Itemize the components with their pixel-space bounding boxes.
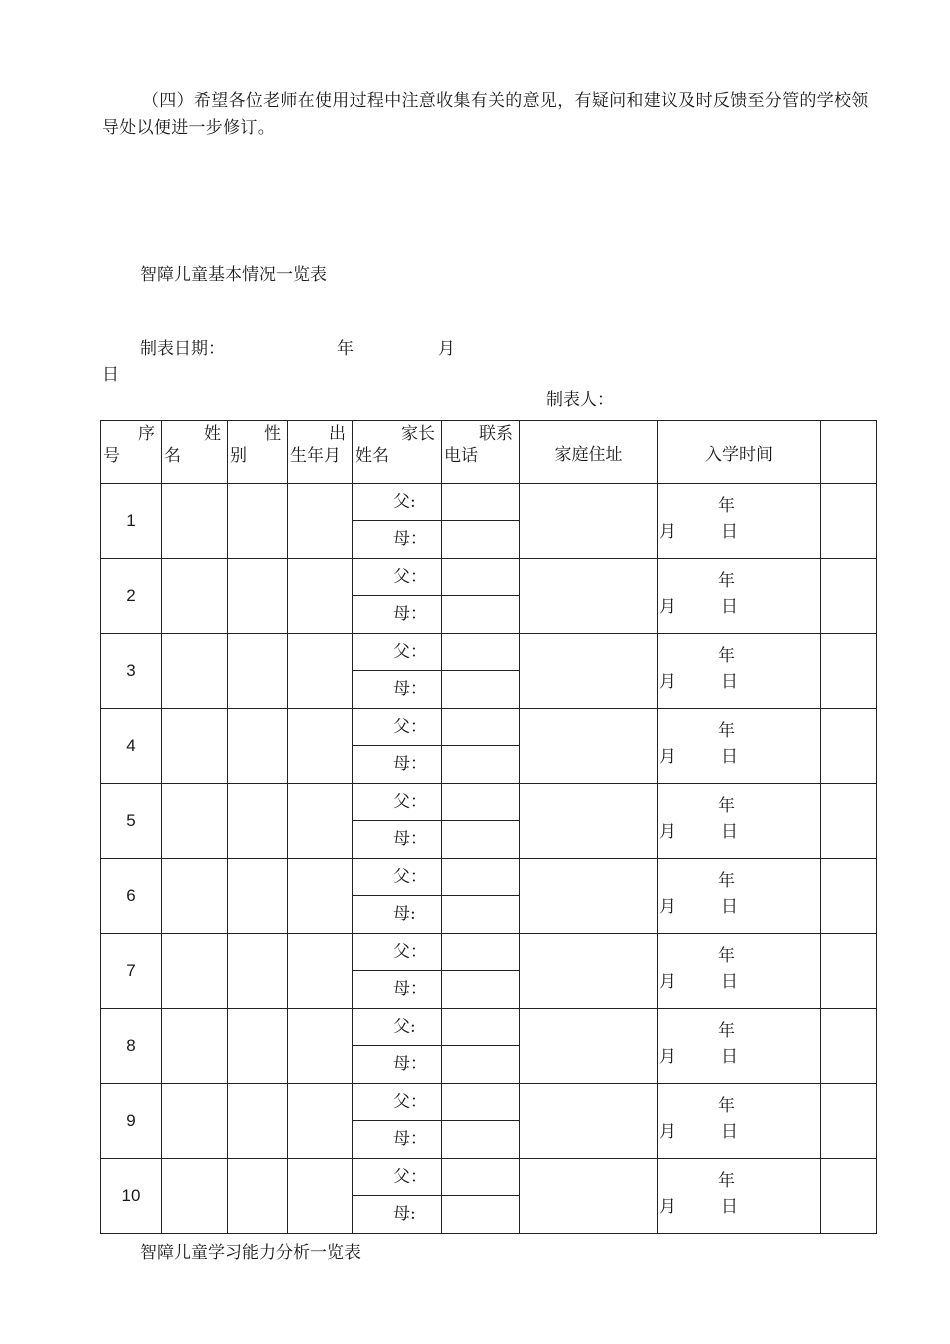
intro-paragraph: （四）希望各位老师在使用过程中注意收集有关的意见，有疑问和建议及时反馈至分管的学校领导处以便进一步修订。 xyxy=(102,91,869,138)
mother-phone-cell xyxy=(442,1121,520,1159)
table-row xyxy=(101,934,877,971)
father-name-cell xyxy=(353,484,442,521)
father-phone-cell xyxy=(442,859,520,896)
mother-label: 母： xyxy=(393,529,427,549)
row-number: 8 xyxy=(126,1036,136,1055)
header-row xyxy=(101,421,877,484)
enroll-day-unit: 日 xyxy=(721,747,738,767)
student-name-cell xyxy=(162,859,228,934)
address-cell xyxy=(520,634,658,709)
father-name-cell xyxy=(353,559,442,596)
extra-cell xyxy=(821,1009,877,1084)
mother-phone-cell xyxy=(442,971,520,1009)
table1-title: 智障儿童基本情况一览表 xyxy=(140,265,327,285)
mother-label: 母: xyxy=(393,1204,416,1224)
enroll-year-unit: 年 xyxy=(718,1021,735,1041)
address-cell xyxy=(520,859,658,934)
enroll-year-unit: 年 xyxy=(718,946,735,966)
father-phone-cell xyxy=(442,934,520,971)
header-name: 姓 名 xyxy=(162,421,228,484)
basic-info-table xyxy=(100,420,877,1234)
row-number: 10 xyxy=(121,1186,141,1205)
mother-name-cell xyxy=(353,896,442,934)
mother-label: 母： xyxy=(393,1129,427,1149)
birth-cell xyxy=(288,1159,353,1234)
row-number-cell xyxy=(101,934,162,1009)
father-name-cell xyxy=(353,784,442,821)
father-phone-cell xyxy=(442,634,520,671)
enroll-month-unit: 月 xyxy=(659,1197,676,1217)
mother-label: 母： xyxy=(393,829,427,849)
mother-name-cell xyxy=(353,971,442,1009)
student-name-cell xyxy=(162,784,228,859)
father-label: 父： xyxy=(393,567,427,587)
mother-label: 母： xyxy=(393,754,427,774)
enroll-month-unit: 月 xyxy=(659,972,676,992)
table-row xyxy=(101,709,877,746)
extra-cell xyxy=(821,709,877,784)
row-number-cell xyxy=(101,1159,162,1234)
row-number-cell xyxy=(101,784,162,859)
enroll-day-unit: 日 xyxy=(721,1197,738,1217)
enroll-month-unit: 月 xyxy=(659,1122,676,1142)
mother-name-cell xyxy=(353,821,442,859)
enroll-cell xyxy=(658,559,821,634)
enroll-year-unit: 年 xyxy=(718,1171,735,1191)
table-row xyxy=(101,1084,877,1121)
enroll-month-unit: 月 xyxy=(659,897,676,917)
row-number-cell xyxy=(101,1084,162,1159)
birth-cell xyxy=(288,634,353,709)
father-label: 父： xyxy=(393,792,427,812)
row-number-cell xyxy=(101,559,162,634)
date-label: 制表日期： xyxy=(140,339,225,359)
enroll-day-unit: 日 xyxy=(721,822,738,842)
enroll-month-unit: 月 xyxy=(659,1047,676,1067)
enroll-year-unit: 年 xyxy=(718,796,735,816)
student-name-cell xyxy=(162,934,228,1009)
enroll-cell xyxy=(658,709,821,784)
birth-cell xyxy=(288,709,353,784)
row-number: 5 xyxy=(126,811,136,830)
enroll-cell xyxy=(658,934,821,1009)
mother-label: 母： xyxy=(393,979,427,999)
father-label: 父: xyxy=(393,492,416,512)
mother-phone-cell xyxy=(442,596,520,634)
enroll-day-unit: 日 xyxy=(721,972,738,992)
address-cell xyxy=(520,1009,658,1084)
gender-cell xyxy=(228,1009,288,1084)
row-number-cell xyxy=(101,634,162,709)
extra-cell xyxy=(821,1159,877,1234)
mother-name-cell xyxy=(353,1046,442,1084)
enroll-month-unit: 月 xyxy=(659,672,676,692)
enroll-cell xyxy=(658,1159,821,1234)
table-row xyxy=(101,559,877,596)
extra-cell xyxy=(821,934,877,1009)
father-name-cell xyxy=(353,1009,442,1046)
row-number: 2 xyxy=(126,586,136,605)
address-cell xyxy=(520,934,658,1009)
header-parent-name: 家长 姓名 xyxy=(353,421,442,484)
row-number-cell xyxy=(101,1009,162,1084)
father-name-cell xyxy=(353,934,442,971)
mother-label: 母: xyxy=(393,904,416,924)
birth-cell xyxy=(288,934,353,1009)
enroll-day-unit: 日 xyxy=(721,897,738,917)
gender-cell xyxy=(228,784,288,859)
father-label: 父: xyxy=(393,1017,416,1037)
date-month-unit: 月 xyxy=(438,339,455,359)
mother-name-cell xyxy=(353,671,442,709)
mother-name-cell xyxy=(353,1121,442,1159)
enroll-day-unit: 日 xyxy=(721,522,738,542)
mother-name-cell xyxy=(353,596,442,634)
father-label: 父： xyxy=(393,717,427,737)
student-name-cell xyxy=(162,634,228,709)
mother-phone-cell xyxy=(442,896,520,934)
mother-name-cell xyxy=(353,521,442,559)
header-birth: 出 生年月 xyxy=(288,421,353,484)
row-number: 7 xyxy=(126,961,136,980)
address-cell xyxy=(520,559,658,634)
gender-cell xyxy=(228,559,288,634)
enroll-day-unit: 日 xyxy=(721,1047,738,1067)
mother-phone-cell xyxy=(442,1046,520,1084)
address-cell xyxy=(520,784,658,859)
student-name-cell xyxy=(162,709,228,784)
birth-cell xyxy=(288,1084,353,1159)
date-year-unit: 年 xyxy=(337,339,354,359)
mother-phone-cell xyxy=(442,671,520,709)
enroll-cell xyxy=(658,484,821,559)
father-phone-cell xyxy=(442,1009,520,1046)
enroll-month-unit: 月 xyxy=(659,597,676,617)
birth-cell xyxy=(288,859,353,934)
mother-phone-cell xyxy=(442,821,520,859)
address-cell xyxy=(520,709,658,784)
row-number: 3 xyxy=(126,661,136,680)
mother-label: 母： xyxy=(393,679,427,699)
father-name-cell xyxy=(353,859,442,896)
enroll-cell xyxy=(658,1009,821,1084)
student-name-cell xyxy=(162,1084,228,1159)
table-row xyxy=(101,1159,877,1196)
address-cell xyxy=(520,484,658,559)
row-number: 4 xyxy=(126,736,136,755)
mother-name-cell xyxy=(353,746,442,784)
gender-cell xyxy=(228,709,288,784)
extra-cell xyxy=(821,634,877,709)
row-number: 9 xyxy=(126,1111,136,1130)
date-day-unit: 日 xyxy=(102,365,119,385)
row-number: 6 xyxy=(126,886,136,905)
header-address: 家庭住址 xyxy=(520,421,658,484)
enroll-month-unit: 月 xyxy=(659,747,676,767)
father-phone-cell xyxy=(442,559,520,596)
father-name-cell xyxy=(353,709,442,746)
enroll-day-unit: 日 xyxy=(721,672,738,692)
birth-cell xyxy=(288,484,353,559)
enroll-day-unit: 日 xyxy=(721,597,738,617)
father-label: 父： xyxy=(393,867,427,887)
father-label: 父： xyxy=(393,1092,427,1112)
student-name-cell xyxy=(162,484,228,559)
header-gender: 性 别 xyxy=(228,421,288,484)
enroll-year-unit: 年 xyxy=(718,1096,735,1116)
mother-label: 母： xyxy=(393,1054,427,1074)
table-row xyxy=(101,1009,877,1046)
enroll-year-unit: 年 xyxy=(718,571,735,591)
header-phone: 联系 电话 xyxy=(442,421,520,484)
table-body xyxy=(101,484,877,1234)
extra-cell xyxy=(821,559,877,634)
enroll-cell xyxy=(658,1084,821,1159)
father-label: 父： xyxy=(393,642,427,662)
table-row xyxy=(101,859,877,896)
header-extra xyxy=(821,421,877,484)
extra-cell xyxy=(821,484,877,559)
table-row xyxy=(101,634,877,671)
extra-cell xyxy=(821,1084,877,1159)
table-row xyxy=(101,784,877,821)
mother-name-cell xyxy=(353,1196,442,1234)
table2-title: 智障儿童学习能力分析一览表 xyxy=(140,1243,361,1263)
header-seq: 序 号 xyxy=(101,421,162,484)
extra-cell xyxy=(821,859,877,934)
enroll-year-unit: 年 xyxy=(718,871,735,891)
row-number-cell xyxy=(101,859,162,934)
birth-cell xyxy=(288,784,353,859)
mother-phone-cell xyxy=(442,1196,520,1234)
father-label: 父： xyxy=(393,1167,427,1187)
enroll-day-unit: 日 xyxy=(721,1122,738,1142)
father-label: 父： xyxy=(393,942,427,962)
enroll-cell xyxy=(658,634,821,709)
gender-cell xyxy=(228,1159,288,1234)
row-number-cell xyxy=(101,484,162,559)
extra-cell xyxy=(821,784,877,859)
header-enroll-time: 入学时间 xyxy=(658,421,821,484)
mother-label: 母： xyxy=(393,604,427,624)
gender-cell xyxy=(228,634,288,709)
enroll-cell xyxy=(658,859,821,934)
row-number: 1 xyxy=(126,511,136,530)
gender-cell xyxy=(228,934,288,1009)
father-name-cell xyxy=(353,1084,442,1121)
enroll-month-unit: 月 xyxy=(659,522,676,542)
father-phone-cell xyxy=(442,484,520,521)
father-name-cell xyxy=(353,1159,442,1196)
father-phone-cell xyxy=(442,1084,520,1121)
student-name-cell xyxy=(162,1009,228,1084)
address-cell xyxy=(520,1084,658,1159)
birth-cell xyxy=(288,1009,353,1084)
student-name-cell xyxy=(162,559,228,634)
enroll-year-unit: 年 xyxy=(718,646,735,666)
student-name-cell xyxy=(162,1159,228,1234)
address-cell xyxy=(520,1159,658,1234)
enroll-month-unit: 月 xyxy=(659,822,676,842)
enroll-year-unit: 年 xyxy=(718,721,735,741)
maker-label: 制表人： xyxy=(546,390,614,410)
father-phone-cell xyxy=(442,784,520,821)
row-number-cell xyxy=(101,709,162,784)
birth-cell xyxy=(288,559,353,634)
gender-cell xyxy=(228,1084,288,1159)
gender-cell xyxy=(228,484,288,559)
father-name-cell xyxy=(353,634,442,671)
father-phone-cell xyxy=(442,1159,520,1196)
gender-cell xyxy=(228,859,288,934)
mother-phone-cell xyxy=(442,746,520,784)
table-row xyxy=(101,484,877,521)
mother-phone-cell xyxy=(442,521,520,559)
enroll-year-unit: 年 xyxy=(718,496,735,516)
father-phone-cell xyxy=(442,709,520,746)
enroll-cell xyxy=(658,784,821,859)
